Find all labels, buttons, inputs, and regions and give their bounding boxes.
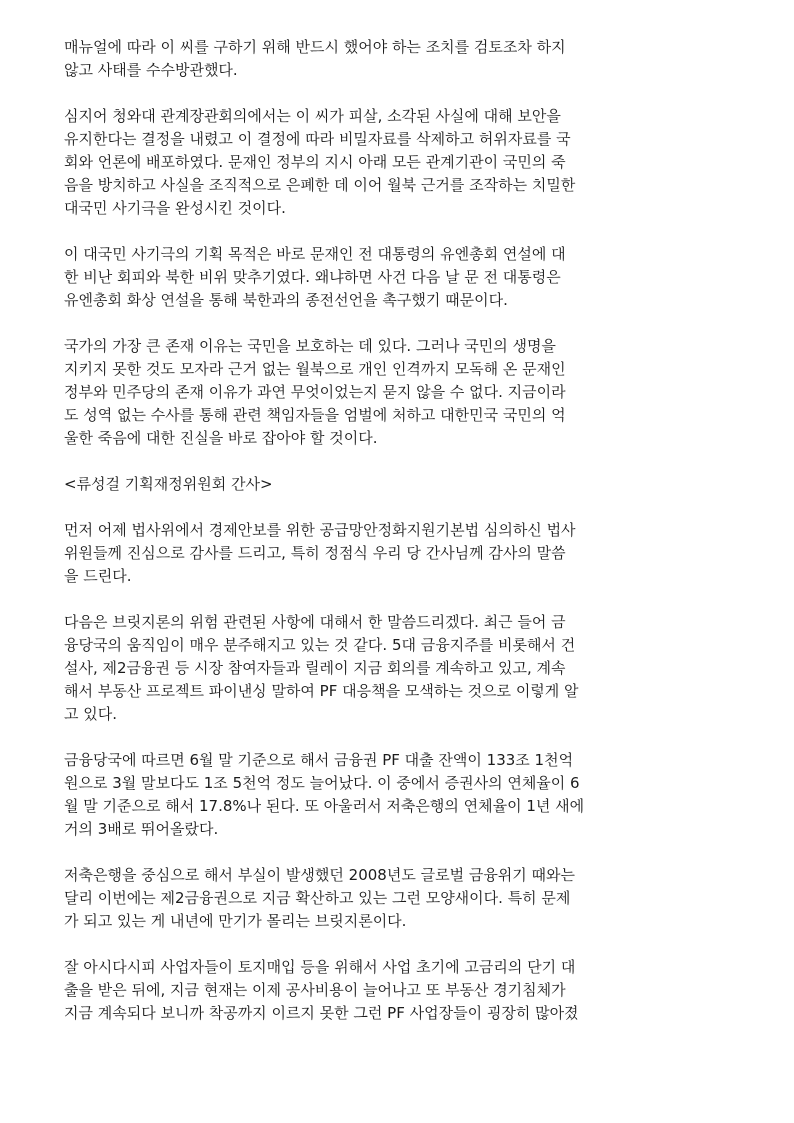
text-line: 한 비난 회피와 북한 비위 맞추기였다. 왜냐하면 사건 다음 날 문 전 대통령은 xyxy=(64,268,561,286)
body-paragraph xyxy=(64,335,732,450)
text-line: 유엔총회 화상 연설을 통해 북한과의 종전선언을 촉구했기 때문이다. xyxy=(64,291,508,309)
text-line: 해서 부동산 프로젝트 파이낸싱 말하여 PF 대응책을 모색하는 것으로 이렇게 알 xyxy=(64,682,579,700)
body-paragraph xyxy=(64,519,732,588)
text-line: 금융당국에 따르면 6월 말 기준으로 해서 금융권 PF 대출 잔액이 133조 1천억 xyxy=(64,751,574,769)
text-line: 잘 아시다시피 사업자들이 토지매입 등을 위해서 사업 초기에 고금리의 단기 대 xyxy=(64,958,576,976)
text-line: 월 말 기준으로 해서 17.8%나 된다. 또 아울러서 저축은행의 연체율이 1년 새에 xyxy=(64,797,585,815)
text-line: 융당국의 움직임이 매우 분주해지고 있는 것 같다. 5대 금융지주를 비롯해서 건 xyxy=(64,636,576,654)
text-line: 도 성역 없는 수사를 통해 관련 책임자들을 엄벌에 처하고 대한민국 국민의 억 xyxy=(64,406,566,424)
text-line: 지금 계속되다 보니까 착공까지 이르지 못한 그런 PF 사업장들이 굉장히 많아졌 xyxy=(64,1004,579,1022)
text-line: 출을 받은 뒤에, 지금 현재는 이제 공사비용이 늘어나고 또 부동산 경기침체가 xyxy=(64,981,566,999)
body-paragraph xyxy=(64,243,732,312)
body-paragraph xyxy=(64,864,732,933)
body-paragraph xyxy=(64,105,732,220)
text-line: 정부와 민주당의 존재 이유가 과연 무엇이었는지 묻지 않을 수 없다. 지금이라 xyxy=(64,383,566,401)
text-line: 울한 죽음에 대한 진실을 바로 잡아야 할 것이다. xyxy=(64,429,378,447)
text-line: 고 있다. xyxy=(64,705,118,723)
body-paragraph xyxy=(64,611,732,726)
text-line: 가 되고 있는 게 내년에 만기가 몰리는 브릿지론이다. xyxy=(64,912,407,930)
text-line: 대국민 사기극을 완성시킨 것이다. xyxy=(64,199,286,217)
text-line: 거의 3배로 뛰어올랐다. xyxy=(64,820,219,838)
text-line: 국가의 가장 큰 존재 이유는 국민을 보호하는 데 있다. 그러나 국민의 생명을 xyxy=(64,337,556,355)
text-line: 유지한다는 결정을 내렸고 이 결정에 따라 비밀자료를 삭제하고 허위자료를 국 xyxy=(64,130,571,148)
text-line: 매뉴얼에 따라 이 씨를 구하기 위해 반드시 했어야 하는 조치를 검토조차 하지 xyxy=(64,38,566,56)
text-line: 원으로 3월 말보다도 1조 5천억 정도 늘어났다. 이 중에서 증권사의 연체율이 6 xyxy=(64,774,580,792)
text-line: 심지어 청와대 관계장관회의에서는 이 씨가 피살, 소각된 사실에 대해 보안을 xyxy=(64,107,561,125)
text-line: <류성걸 기획재정위원회 간사> xyxy=(64,475,273,493)
text-line: 이 대국민 사기극의 기획 목적은 바로 문재인 전 대통령의 유엔총회 연설에 대 xyxy=(64,245,566,263)
body-paragraph xyxy=(64,36,732,82)
speaker-heading xyxy=(64,473,732,496)
text-line: 다음은 브릿지론의 위험 관련된 사항에 대해서 한 말씀드리겠다. 최근 들어 금 xyxy=(64,613,566,631)
text-line: 위원들께 진심으로 감사를 드리고, 특히 정점식 우리 당 간사님께 감사의 말씀 xyxy=(64,544,566,562)
text-line: 달리 이번에는 제2금융권으로 지금 확산하고 있는 그런 모양새이다. 특히 문제 xyxy=(64,889,571,907)
text-line: 먼저 어제 법사위에서 경제안보를 위한 공급망안정화지원기본법 심의하신 법사 xyxy=(64,521,576,539)
text-line: 음을 방치하고 사실을 조직적으로 은폐한 데 이어 월북 근거를 조작하는 치밀한 xyxy=(64,176,576,194)
text-line: 회와 언론에 배포하였다. 문재인 정부의 지시 아래 모든 관계기관이 국민의 죽 xyxy=(64,153,566,171)
body-paragraph xyxy=(64,749,732,841)
text-line: 않고 사태를 수수방관했다. xyxy=(64,61,238,79)
text-line: 설사, 제2금융권 등 시장 참여자들과 릴레이 지금 회의를 계속하고 있고, 계속 xyxy=(64,659,566,677)
text-line: 지키지 못한 것도 모자라 근거 없는 월북으로 개인 인격까지 모독해 온 문재인 xyxy=(64,360,566,378)
body-paragraph xyxy=(64,956,732,1025)
text-line: 을 드린다. xyxy=(64,567,132,585)
text-line: 저축은행을 중심으로 해서 부실이 발생했던 2008년도 글로벌 금융위기 때와는 xyxy=(64,866,576,884)
